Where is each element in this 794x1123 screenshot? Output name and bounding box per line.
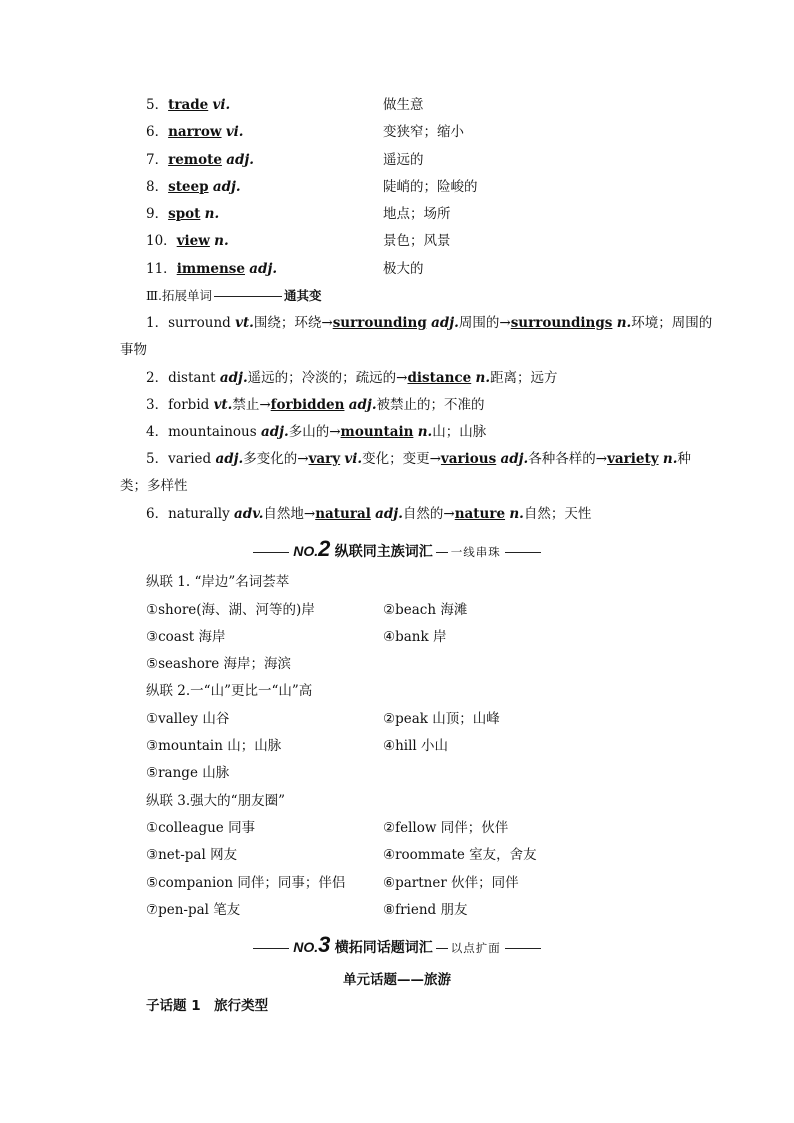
list-item: ④roommate 室友，舍友 (383, 847, 537, 863)
list-item: ①shore(海、湖、河等的)岸 (146, 602, 315, 618)
vocab-row (146, 176, 241, 198)
part-of-speech: adj. (375, 506, 403, 522)
vocab-row (146, 94, 230, 116)
header-dash (505, 552, 541, 553)
list-item: ④bank 岸 (383, 629, 447, 645)
expand-row (146, 503, 591, 525)
group-title: 纵联 3.强大的“朋友圈” (146, 793, 285, 809)
list-item: ②peak 山顶；山峰 (383, 711, 500, 727)
arrow-icon: → (499, 315, 511, 331)
arrow-icon: → (429, 451, 441, 467)
derived-word: surroundings (510, 315, 613, 331)
part-of-speech: adj. (226, 152, 254, 168)
meaning: 距离；远方 (490, 370, 558, 386)
vocab-meaning: 极大的 (383, 261, 424, 277)
vocab-meaning: 景色；风景 (383, 233, 451, 249)
expand-row (146, 394, 485, 416)
vocab-word: view (176, 233, 210, 249)
vocab-meaning: 遥远的 (383, 152, 424, 168)
section-heading (146, 285, 322, 307)
part-of-speech: adj. (212, 179, 241, 195)
arrow-icon: → (595, 451, 608, 467)
vocab-meaning: 变狭窄；缩小 (383, 124, 464, 140)
list-item: ③net-pal 网友 (146, 847, 238, 863)
derived-word: variety (607, 451, 659, 467)
expand-row-continued: 事物 (120, 342, 147, 358)
meaning: 围绕；环绕 (253, 315, 322, 331)
part-of-speech: n. (475, 370, 491, 386)
section-no-label: NO. (293, 543, 319, 559)
derived-word: natural (315, 506, 371, 522)
item-number: 9． (146, 206, 169, 222)
part-of-speech: adj. (431, 315, 459, 331)
item-number: 11． (146, 261, 177, 277)
derived-word: mountain (340, 424, 414, 440)
vocab-row (146, 230, 229, 252)
item-number: 5． (146, 97, 169, 113)
heading-dash (214, 296, 282, 297)
list-item: ③mountain 山；山脉 (146, 738, 282, 754)
meaning: 各种各样的 (528, 451, 596, 467)
vocab-word: spot (168, 206, 201, 222)
meaning: 多山的 (288, 424, 330, 440)
part-of-speech: adj. (348, 397, 377, 413)
list-item: ②fellow 同伴；伙伴 (383, 820, 509, 836)
base-word: mountainous (168, 424, 257, 440)
header-dash (505, 948, 541, 949)
header-dash (436, 552, 448, 553)
list-item: ⑧friend 朋友 (383, 902, 468, 918)
arrow-icon: → (303, 506, 316, 522)
vocab-word: remote (168, 152, 222, 168)
section-number: 2 (318, 536, 331, 561)
meaning: 山；山脉 (432, 424, 487, 440)
item-number: 7． (146, 152, 169, 168)
section-header-no3 (0, 932, 794, 958)
vocab-row (146, 149, 254, 171)
list-item: ⑤range 山脉 (146, 765, 230, 781)
heading-prefix: Ⅲ.拓展单词 (146, 288, 213, 303)
header-dash (436, 948, 448, 949)
expand-row (146, 448, 691, 470)
derived-word: forbidden (270, 397, 345, 413)
arrow-icon: → (259, 397, 271, 413)
part-of-speech: vi. (212, 97, 231, 113)
item-number: 6． (146, 124, 169, 140)
part-of-speech: adj. (249, 261, 278, 277)
meaning: 自然的 (402, 506, 444, 522)
base-word: varied (168, 451, 212, 467)
part-of-speech: n. (417, 424, 433, 440)
item-number: 4． (146, 424, 169, 440)
section-title: 纵联同主族词汇 (334, 544, 433, 560)
vocab-word: immense (176, 261, 245, 277)
meaning: 周围的 (458, 315, 500, 331)
part-of-speech: vt. (213, 397, 233, 413)
meaning: 遥远的；冷淡的；疏远的 (247, 370, 397, 386)
arrow-icon: → (443, 506, 455, 522)
list-item: ⑤companion 同伴；同事；伴侣 (146, 875, 346, 891)
item-number: 1． (146, 315, 169, 331)
group-title: 纵联 1. “岸边”名词荟萃 (146, 574, 290, 590)
derived-word: distance (407, 370, 472, 386)
item-number: 5． (146, 451, 169, 467)
meaning: 禁止 (232, 397, 260, 413)
arrow-icon: → (396, 370, 408, 386)
item-number: 2． (146, 370, 169, 386)
meaning: 自然地 (263, 506, 304, 522)
expand-row-continued: 类；多样性 (120, 478, 188, 494)
vocab-row (146, 121, 244, 143)
vocab-row (146, 203, 219, 225)
list-item: ⑤seashore 海岸；海滨 (146, 656, 292, 672)
meaning: 变化；变更 (362, 451, 430, 467)
section-title: 横拓同话题词汇 (334, 940, 433, 956)
expand-row (146, 312, 712, 334)
section-no-label: NO. (293, 939, 319, 955)
unit-topic: 单元话题——旅游 (343, 972, 451, 988)
section-header-no2 (0, 536, 794, 562)
arrow-icon: → (297, 451, 309, 467)
part-of-speech: n. (509, 506, 524, 522)
item-number: 6． (146, 506, 169, 522)
part-of-speech: adj. (260, 424, 289, 440)
list-item: ④hill 小山 (383, 738, 449, 754)
vocab-word: trade (168, 97, 209, 113)
meaning: 自然；天性 (523, 506, 592, 522)
item-number: 10． (146, 233, 177, 249)
header-dash (253, 552, 289, 553)
meaning: 多变化的 (243, 451, 298, 467)
part-of-speech: n. (616, 315, 632, 331)
vocab-meaning: 陡峭的；险峻的 (383, 179, 478, 195)
vocab-meaning: 地点；场所 (383, 206, 451, 222)
part-of-speech: adj. (219, 370, 248, 386)
item-number: 8． (146, 179, 169, 195)
part-of-speech: adj. (215, 451, 244, 467)
expand-row (146, 367, 558, 389)
base-word: naturally (168, 506, 230, 522)
list-item: ①valley 山谷 (146, 711, 230, 727)
part-of-speech: vi. (225, 124, 244, 140)
expand-row (146, 421, 486, 443)
meaning: 种 (677, 451, 691, 467)
header-dash (253, 948, 289, 949)
list-item: ⑦pen-pal 笔友 (146, 902, 241, 918)
derived-word: vary (308, 451, 341, 467)
vocab-word: narrow (168, 124, 222, 140)
meaning: 环境；周围的 (631, 315, 713, 331)
base-word: forbid (168, 397, 210, 413)
list-item: ③coast 海岸 (146, 629, 226, 645)
item-number: 3． (146, 397, 169, 413)
part-of-speech: n. (214, 233, 229, 249)
vocab-row (146, 258, 277, 280)
part-of-speech: adj. (500, 451, 529, 467)
vocab-word: steep (168, 179, 209, 195)
section-number: 3 (318, 932, 331, 957)
part-of-speech: n. (204, 206, 220, 222)
vocab-meaning: 做生意 (383, 97, 424, 113)
list-item: ⑥partner 伙伴；同伴 (383, 875, 519, 891)
base-word: surround (168, 315, 231, 331)
arrow-icon: → (329, 424, 341, 440)
subtopic-title: 子话题 1 旅行类型 (146, 998, 269, 1014)
section-subtitle: 以点扩面 (450, 941, 501, 955)
list-item: ②beach 海滩 (383, 602, 468, 618)
list-item: ①colleague 同事 (146, 820, 256, 836)
section-subtitle: 一线串珠 (450, 545, 501, 559)
part-of-speech: n. (662, 451, 678, 467)
part-of-speech: vi. (344, 451, 363, 467)
part-of-speech: adv. (234, 506, 264, 522)
derived-word: surrounding (332, 315, 427, 331)
part-of-speech: vt. (235, 315, 254, 331)
arrow-icon: → (321, 315, 333, 331)
base-word: distant (168, 370, 216, 386)
heading-suffix: 通其变 (284, 288, 322, 303)
derived-word: nature (454, 506, 506, 522)
meaning: 被禁止的；不准的 (376, 397, 485, 413)
derived-word: various (440, 451, 497, 467)
group-title: 纵联 2.一“山”更比一“山”高 (146, 683, 313, 699)
